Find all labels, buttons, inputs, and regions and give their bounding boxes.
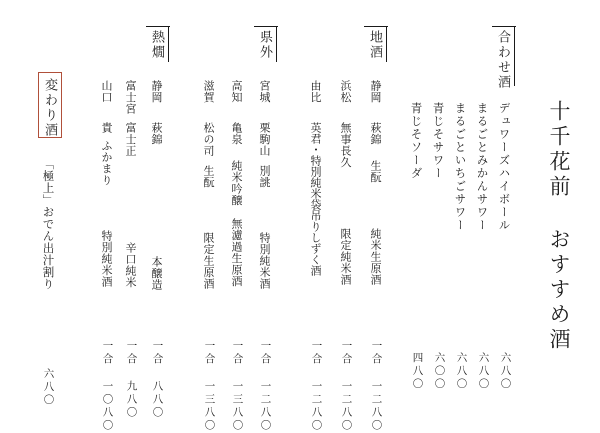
outside-origin: 滋賀 xyxy=(202,80,215,103)
section-combo-rule-side xyxy=(514,26,515,86)
local-price: 一合 一二八〇 xyxy=(340,340,353,433)
section-kan: 熱燗 xyxy=(149,30,164,60)
kan-origin: 山口 xyxy=(100,80,113,103)
section-kan-rule xyxy=(146,26,170,27)
outside-origin: 宮城 xyxy=(258,80,271,103)
outside-brand: 亀泉 xyxy=(230,122,243,145)
kan-brand: 富士正 xyxy=(124,122,137,157)
section-special: 変わり酒 xyxy=(42,78,57,138)
outside-origin: 高知 xyxy=(230,80,243,103)
local-label: 生酛 xyxy=(369,160,382,183)
local-brand: 無事長久 xyxy=(339,122,352,168)
section-outside-rule-side xyxy=(276,26,277,62)
combo-price: 四八〇 xyxy=(411,352,424,391)
local-origin: 由比 xyxy=(309,80,322,103)
local-brand: 萩錦 xyxy=(369,122,382,145)
combo-item: まるごとみかんサワー xyxy=(475,102,490,232)
section-combo: 合わせ酒 xyxy=(495,30,510,90)
combo-item: 青じそソーダ xyxy=(409,102,424,180)
local-origin: 浜松 xyxy=(339,80,352,103)
combo-price: 六八〇 xyxy=(477,352,490,391)
outside-price: 一合 一三八〇 xyxy=(203,340,216,433)
combo-item: デュワーズハイボール xyxy=(497,102,512,232)
combo-item: まるごといちごサワー xyxy=(453,102,468,232)
section-outside: 県外 xyxy=(257,30,272,60)
local-price: 一合 一二八〇 xyxy=(310,340,323,433)
section-combo-rule xyxy=(492,26,516,27)
kan-label: ふかまり xyxy=(100,140,113,186)
kan-type: 本醸造 xyxy=(150,256,163,291)
section-local-rule-side xyxy=(386,26,387,62)
kan-type: 特別純米酒 xyxy=(100,230,113,288)
combo-item: 青じそサワー xyxy=(431,102,446,180)
local-origin: 静岡 xyxy=(369,80,382,103)
kan-brand: 貴 xyxy=(100,122,113,134)
kan-origin: 静岡 xyxy=(150,80,163,103)
kan-price: 一合 一〇八〇 xyxy=(101,340,114,433)
outside-price: 一合 一三八〇 xyxy=(231,340,244,433)
outside-label: 別誂 xyxy=(258,165,271,188)
special-price: 六八〇 xyxy=(42,368,55,407)
section-local-rule xyxy=(364,26,388,27)
combo-price: 六八〇 xyxy=(455,352,468,391)
section-kan-rule-side xyxy=(168,26,169,62)
kan-brand: 萩錦 xyxy=(150,122,163,145)
outside-price: 一合 一二八〇 xyxy=(259,340,272,433)
local-brand: 英君・特別純米袋吊りしずく酒 xyxy=(309,122,322,276)
kan-price: 一合 八八〇 xyxy=(151,340,164,420)
local-price: 一合 一二八〇 xyxy=(370,340,383,433)
outside-label: 生酛 xyxy=(202,165,215,188)
kan-price: 一合 九八〇 xyxy=(125,340,138,420)
kan-type: 辛口純米 xyxy=(124,242,137,288)
combo-price: 六八〇 xyxy=(499,352,512,391)
section-local: 地酒 xyxy=(367,30,382,60)
outside-label: 純米吟醸 xyxy=(230,160,243,206)
outside-brand: 栗駒山 xyxy=(258,122,271,157)
outside-type: 限定生原酒 xyxy=(202,232,215,290)
local-type: 限定純米酒 xyxy=(339,228,352,286)
combo-price: 六〇〇 xyxy=(433,352,446,391)
section-outside-rule xyxy=(254,26,278,27)
outside-brand: 松の司 xyxy=(202,122,215,157)
special-item: 「極上」おでん出汁割り xyxy=(41,158,56,290)
local-type: 純米生原酒 xyxy=(369,228,382,286)
outside-type: 特別純米酒 xyxy=(258,232,271,290)
outside-type: 無濾過生原酒 xyxy=(230,218,243,287)
menu-title: 十千花前 おすすめ酒 xyxy=(547,100,571,353)
kan-origin: 富士宮 xyxy=(124,80,137,115)
